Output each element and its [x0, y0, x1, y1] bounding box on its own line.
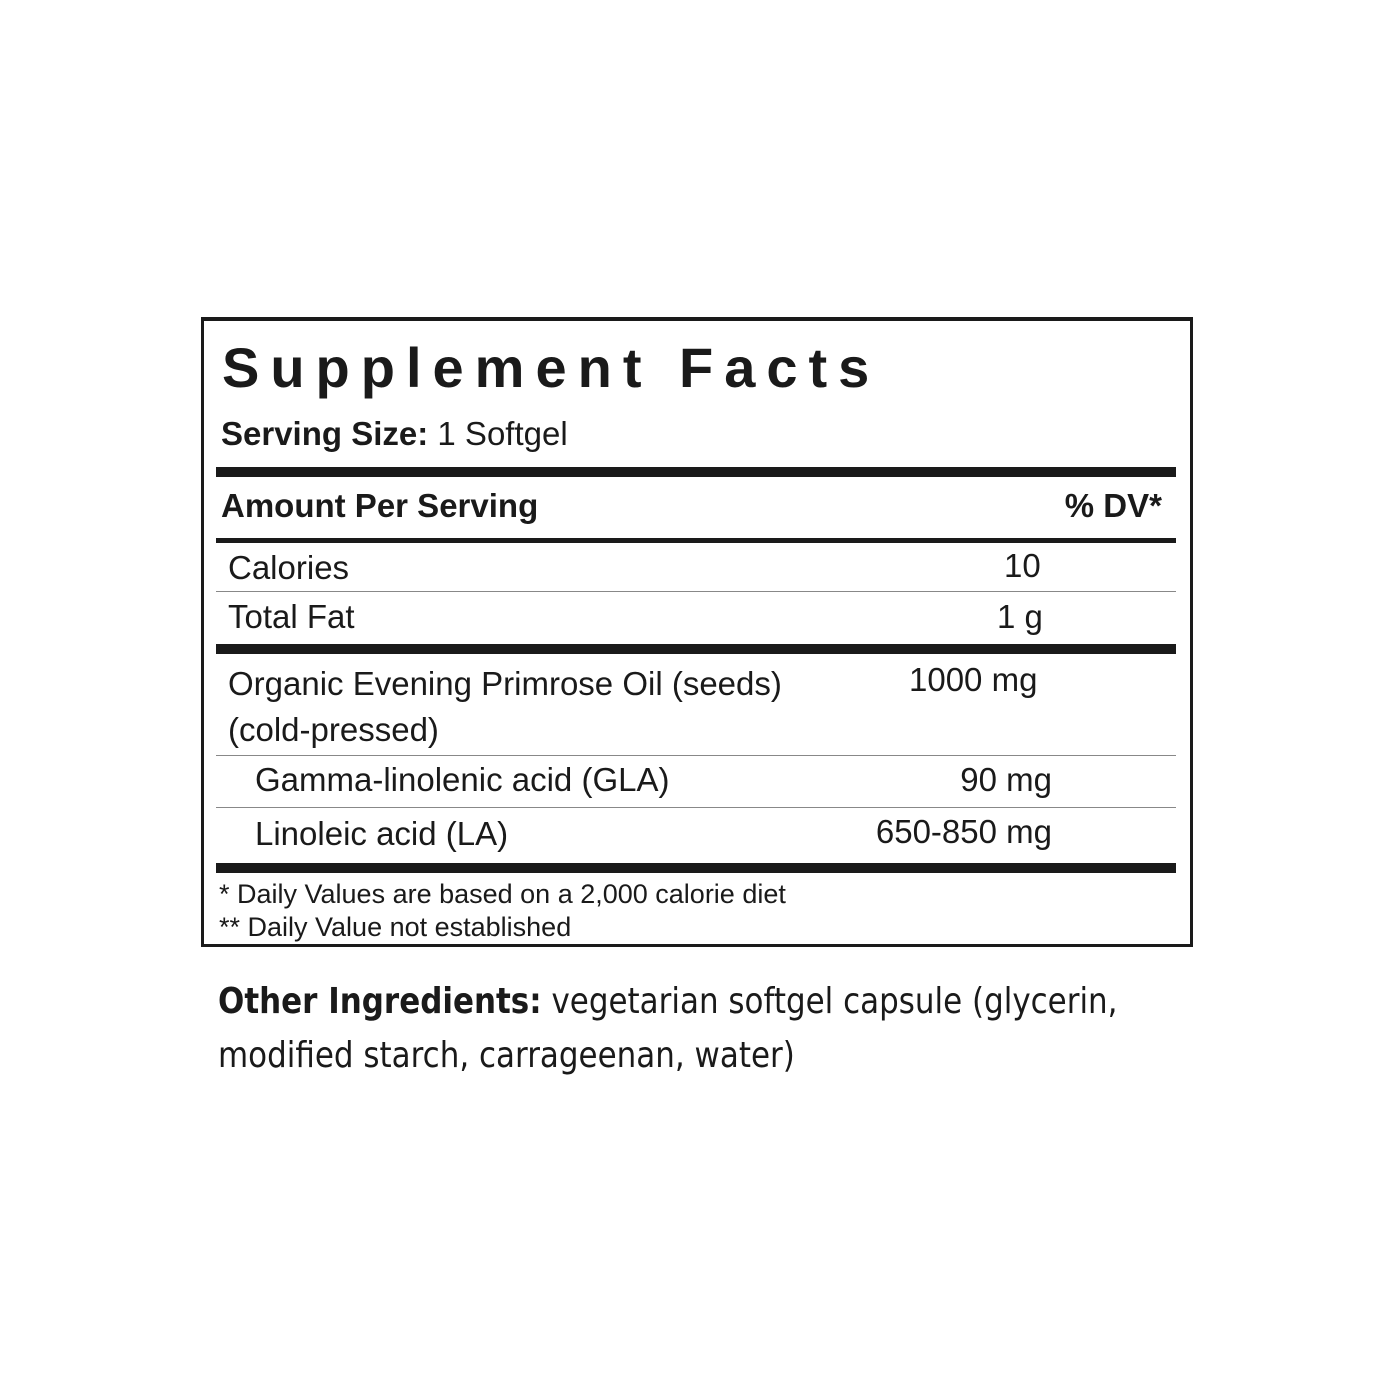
- dv-header: % DV*: [1064, 487, 1162, 524]
- row-name: Total Fat: [228, 598, 355, 635]
- row-amount: 10: [1004, 547, 1041, 584]
- other-ingredients: Other Ingredients: vegetarian softgel capsule (glycerin, modified starch, carrageenan, water): [218, 981, 1118, 1076]
- divider-thin: [216, 591, 1176, 592]
- row-name: Gamma-linolenic acid (GLA): [255, 761, 670, 798]
- divider-medium: [216, 538, 1176, 543]
- amount-per-serving-header: Amount Per Serving: [221, 487, 539, 524]
- divider-thick: [216, 644, 1176, 654]
- row-amount: 650-850 mg: [875, 813, 1052, 850]
- divider-thick: [216, 863, 1176, 873]
- row-amount: 1 g: [997, 598, 1043, 635]
- footnote: * Daily Values are based on a 2,000 calorie diet: [219, 879, 786, 909]
- divider-thin: [216, 755, 1176, 756]
- row-name: Organic Evening Primrose Oil (seeds): [228, 665, 782, 702]
- serving-size: Serving Size: 1 Softgel: [221, 415, 568, 452]
- panel-title: Supplement Facts: [222, 336, 881, 399]
- row-name: Calories: [228, 549, 350, 586]
- row-amount: 90 mg: [960, 761, 1052, 798]
- divider-thick: [216, 467, 1176, 477]
- row-name: Linoleic acid (LA): [255, 815, 509, 852]
- row-name-line2: (cold-pressed): [228, 711, 439, 748]
- divider-thin: [216, 807, 1176, 808]
- supplement-facts-panel: [201, 317, 1193, 947]
- footnote: ** Daily Value not established: [219, 912, 572, 942]
- row-amount: 1000 mg: [909, 661, 1038, 698]
